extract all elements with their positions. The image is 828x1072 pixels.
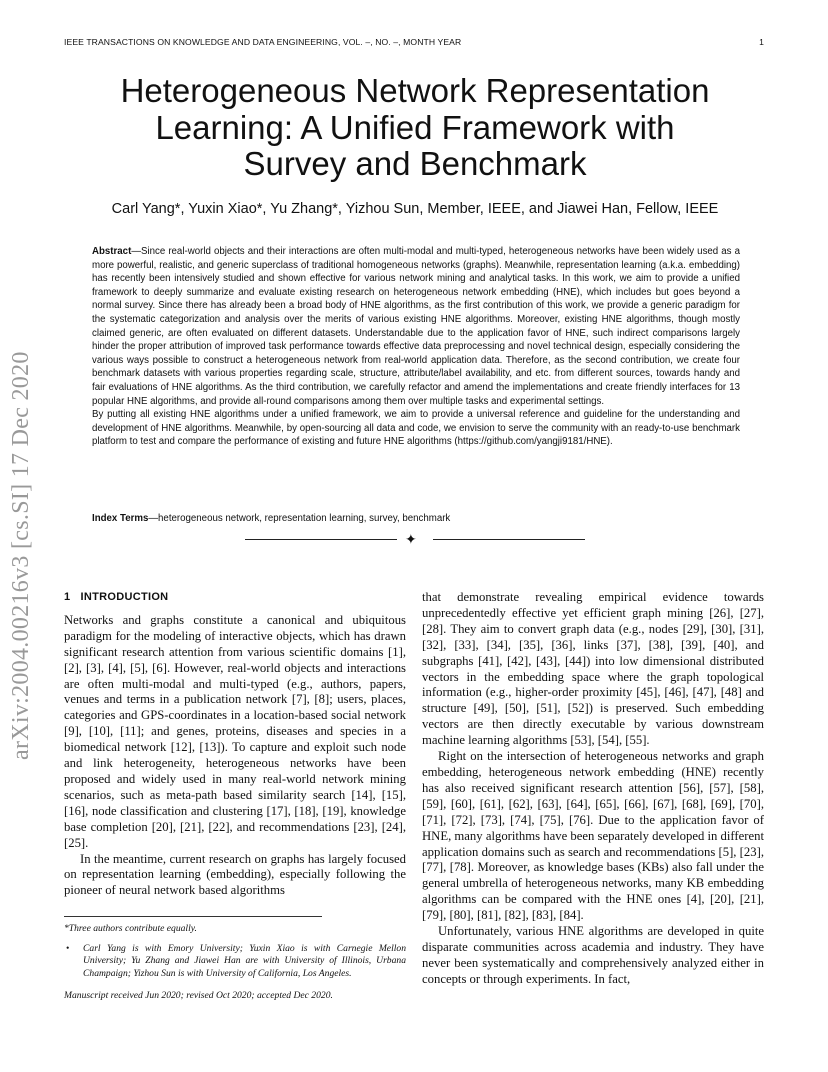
journal-name: IEEE TRANSACTIONS ON KNOWLEDGE AND DATA ENGINEERING, VOL. –, NO. –, MONTH YEAR — [64, 37, 462, 47]
footnote-affiliations: • Carl Yang is with Emory University; Yuxin Xiao is with Carnegie Mellon University; Yu Zhang and Jiawei Han are with University of Illinois, Urbana Champaign; Yizhou Sun is with University of California, Los Angeles. — [64, 943, 406, 980]
page-number: 1 — [759, 37, 764, 47]
section-title: INTRODUCTION — [80, 591, 169, 603]
footnote-equal-contribution: *Three authors contribute equally. — [64, 923, 197, 934]
title-line: Heterogeneous Network Representation — [120, 72, 710, 109]
section-divider — [245, 532, 585, 548]
title-line: Survey and Benchmark — [243, 145, 587, 182]
abstract — [92, 245, 740, 449]
right-column — [422, 590, 764, 988]
body-paragraph: Unfortunately, various HNE algorithms are developed in quite disparate communities across academia and industry. They have never been systematically and comprehensively analyzed either in concepts or through experiments. In fact, — [422, 924, 764, 986]
section-number: 1 — [64, 591, 71, 603]
footnote-rule — [64, 916, 322, 917]
index-terms-label: Index Terms — [92, 513, 149, 524]
left-column — [64, 590, 406, 899]
running-header — [64, 37, 764, 47]
title-line: Learning: A Unified Framework with — [155, 108, 675, 146]
footnotes — [64, 916, 406, 1002]
paper-title — [60, 73, 770, 183]
body-paragraph: Right on the intersection of heterogeneous networks and graph embedding, heterogeneous network embedding (HNE) recently has also received significant research attention [56], [57], [58], [59], [60], [61], [62], [63], [64], [65], [66], [67], [68], [69], [70], [71], [72], [73], [74], [75], [76]. Due to the application favor of HNE, many algorithms have been separately developed in different application domains such as search and recommendations [5], [23], [77], [78]. Moreover, as knowledge bases (KBs) also fall under the general umbrella of heterogeneous networks, many KB embedding algorithms can be compared with the HNE ones [4], [20], [21], [79], [80], [81], [82], [83], [84]. — [422, 749, 764, 923]
abstract-paragraph: —Since real-world objects and their interactions are often multi-modal and multi-typed, heterogeneous networks have been widely used as a more powerful, realistic, and generic superclass of traditional homogeneous networks (graphs). Meanwhile, representation learning (a.k.a. embedding) has recently been intensively studied and shown effective for various network mining and analytical tasks. In this work, we aim to provide a unified framework to deeply summarize and evaluate existing research on heterogeneous network embedding (HNE), which includes but goes beyond a normal survey. Since there has already been a broad body of HNE algorithms, as the first contribution of this work, we provide a generic paradigm for the systematic categorization and analysis over the merits of various existing HNE algorithms. Moreover, existing HNE algorithms, though mostly claimed generic, are often evaluated on different datasets. Understandable due to the application favor of HNE, such indirect comparisons largely hinder the proper attribution of improved task performance towards effective data preprocessing and novel technical design, especially considering the various ways possible to construct a heterogeneous network from real-world application data. Therefore, as the second contribution, we create four benchmark datasets with various properties regarding scale, structure, attribute/label availability, and etc. from different sources, towards handy and fair evaluations of HNE algorithms. As the third contribution, we carefully refactor and amend the implementations and create friendly interfaces for 13 popular HNE algorithms, and provide all-round comparisons among them over multiple tasks and experimental settings. — [92, 246, 740, 407]
body-paragraph: that demonstrate revealing empirical evidence towards unprecedentedly effective yet efficient graph mining [26], [27], [28]. They aim to convert graph data (e.g., nodes [29], [30], [31], [32], [33], [34], [35], [36], links [37], [38], [39], [40], and subgraphs [41], [42], [43], [44]) into low dimensional distributed vectors in the embedding space where the graph topological information (e.g., higher-order proximity [45], [46], [47], [48] and structure [49], [50], [51], [52]) is preserved. Such embedding vectors are then directly executable by various downstream machine learning algorithms [53], [54], [55]. — [422, 590, 764, 748]
divider-rule — [433, 539, 585, 540]
section-heading — [64, 590, 406, 606]
arxiv-stamp: arXiv:2004.00216v3 [cs.SI] 17 Dec 2020 — [8, 351, 34, 760]
abstract-label: Abstract — [92, 246, 132, 257]
author-list: Carl Yang*, Yuxin Xiao*, Yu Zhang*, Yizhou Sun, Member, IEEE, and Jiawei Han, Fellow, IEEE — [111, 201, 719, 217]
body-paragraph: In the meantime, current research on graphs has largely focused on representation learning (embedding), especially following the pioneer of neural network based algorithms — [64, 851, 406, 898]
divider-rule — [245, 539, 397, 540]
footnote-manuscript-dates: Manuscript received Jun 2020; revised Oct 2020; accepted Dec 2020. — [64, 989, 333, 1001]
body-paragraph: Networks and graphs constitute a canonical and ubiquitous paradigm for the modeling of interactive objects, which has drawn significant research attention from various scientific domains [1], [2], [3], [4], [5], [6]. However, real-world objects and interactions are often multi-modal and multi-typed (e.g., authors, papers, venues and terms in a publication network [7], [8]; users, places, categories and GPS-coordinates in a location-based social network [9], [10], [11]; and genes, proteins, diseases and species in a biomedical network [12], [13]). To capture and exploit such node and link heterogeneity, heterogeneous networks have been proposed and widely used in many real-world network mining scenarios, such as meta-path based similarity search [14], [15], [16], node classification and clustering [17], [18], [19], knowledge base completion [20], [21], [22], and recommendations [23], [24], [25]. — [64, 612, 406, 850]
abstract-paragraph: By putting all existing HNE algorithms under a unified framework, we aim to provide a universal reference and guideline for the understanding and development of HNE algorithms. Meanwhile, by open-sourcing all data and code, we envision to serve the community with an ready-to-use benchmark platform to test and compare the performance of existing and future HNE algorithms (https://github.com/yangji9181/HNE). — [92, 409, 740, 448]
index-terms — [92, 513, 740, 524]
divider-ornament-icon: ✦ — [405, 533, 417, 548]
index-terms-text: —heterogeneous network, representation learning, survey, benchmark — [148, 513, 451, 524]
